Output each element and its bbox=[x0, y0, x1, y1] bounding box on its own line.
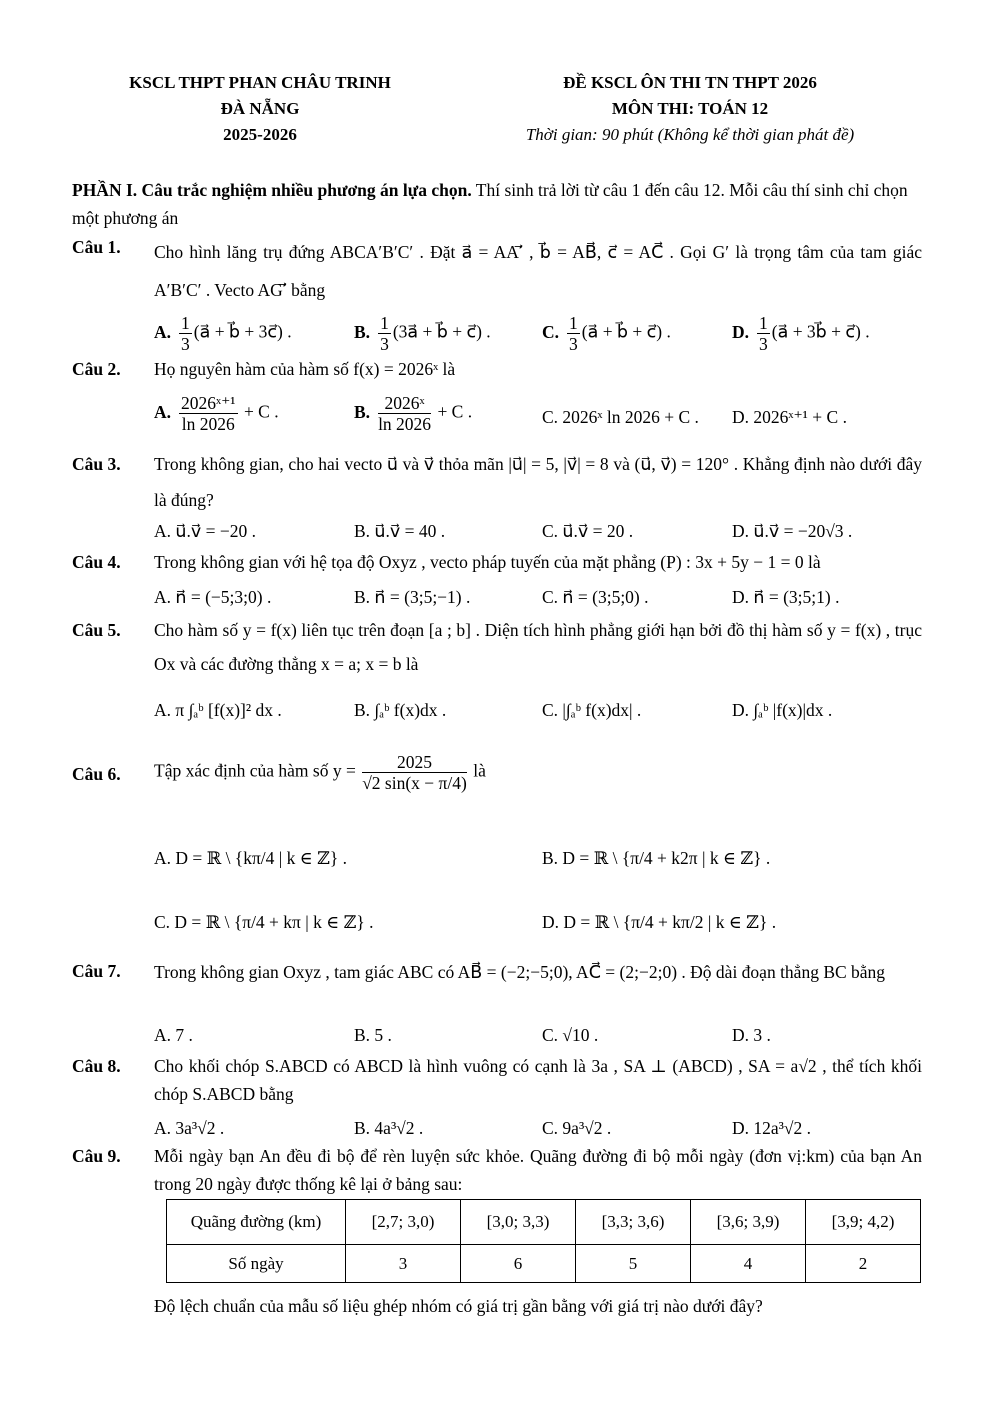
question-8 bbox=[72, 1052, 922, 1142]
part1-title: PHẦN I. Câu trắc nghiệm nhiều phương án lựa chọn. bbox=[72, 180, 472, 200]
fraction: $\frac{1}{3}$ bbox=[181, 313, 190, 354]
table-cell: 4 bbox=[691, 1245, 806, 1283]
question-text: Cho hình lăng trụ đứng ABCA′B′C′ . Đặt a⃗ = AA′⃗ , b⃗ = AB⃗, c⃗ = AC⃗ . Gọi G′ là trọng tâm của tam giác A′B′C′ . Vecto AG′⃗ bằng bbox=[154, 242, 922, 300]
question-label: Câu 2. bbox=[72, 359, 121, 379]
option-c[interactable]: C. 2026ˣ ln 2026 + C . bbox=[542, 407, 699, 427]
question-text: Mỗi ngày bạn An đều đi bộ để rèn luyện sức khỏe. Quãng đường đi bộ mỗi ngày (đơn vị:km) của bạn An trong 20 ngày được thống kê lại ở bảng sau: bbox=[154, 1146, 922, 1194]
option-a[interactable]: A. n⃗ = (−5;3;0) . bbox=[154, 587, 272, 607]
option-b[interactable]: B. n⃗ = (3;5;−1) . bbox=[354, 587, 471, 607]
question-text: Cho khối chóp S.ABCD có ABCD là hình vuông có cạnh là 3a , SA ⊥ (ABCD) , SA = a√2 , thể tích khối chóp S.ABCD bằng bbox=[154, 1056, 922, 1104]
exam-time: Thời gian: 90 phút (Không kể thời gian phát đề) bbox=[525, 125, 855, 144]
table-cell: [3,6; 3,9) bbox=[691, 1200, 806, 1245]
table-cell: [3,3; 3,6) bbox=[576, 1200, 691, 1245]
table-cell: 5 bbox=[576, 1245, 691, 1283]
table-cell: [3,9; 4,2) bbox=[806, 1200, 921, 1245]
option-d[interactable]: D. 3 . bbox=[732, 1025, 771, 1045]
option-d[interactable]: D. $\frac{1}{3}$ (a⃗ + 3b⃗ + c⃗) . bbox=[732, 313, 870, 354]
option-c[interactable]: C. n⃗ = (3;5;0) . bbox=[542, 587, 649, 607]
fraction: $\frac{\text{2026ˣ⁺¹}}{\ln 2026}$ bbox=[181, 393, 236, 434]
option-b[interactable]: B. 4a³√2 . bbox=[354, 1118, 424, 1138]
table-cell: [3,0; 3,3) bbox=[461, 1200, 576, 1245]
school-header bbox=[90, 70, 430, 148]
table-row bbox=[167, 1245, 921, 1283]
part1-instruction bbox=[72, 176, 922, 232]
option-c[interactable]: C. √10 . bbox=[542, 1025, 599, 1045]
question-text: Trong không gian, cho hai vecto u⃗ và v⃗ thỏa mãn |u⃗| = 5, |v⃗| = 8 và (u⃗, v⃗) = 120° . Khẳng định nào dưới đây là đúng? bbox=[154, 454, 922, 510]
exam-subject: MÔN THI: TOÁN 12 bbox=[611, 99, 769, 118]
table-cell: 3 bbox=[346, 1245, 461, 1283]
question-3 bbox=[72, 450, 922, 545]
question-9 bbox=[72, 1142, 922, 1198]
part1-text: Thí sinh trả lời từ câu 1 đến câu 12. Mỗi câu thí sinh chỉ chọn một phương án bbox=[72, 180, 908, 228]
table-cell: [2,7; 3,0) bbox=[346, 1200, 461, 1245]
school-year: 2025-2026 bbox=[223, 125, 297, 144]
question-label: Câu 1. bbox=[72, 237, 121, 257]
option-b[interactable]: B. ∫ₐᵇ f(x)dx . bbox=[354, 700, 447, 720]
table-row bbox=[167, 1200, 921, 1245]
fraction: $\frac{1}{3}$ bbox=[569, 313, 578, 354]
question-text: Cho hàm số y = f(x) liên tục trên đoạn [a ; b] . Diện tích hình phẳng giới hạn bởi đồ thị hàm số y = f(x) , trục Ox và các đường thẳng x = a; x = b là bbox=[154, 620, 922, 674]
school-city: ĐÀ NẴNG bbox=[220, 99, 300, 118]
distance-table bbox=[166, 1199, 921, 1283]
question-4 bbox=[72, 548, 922, 608]
fraction: $\frac{1}{3}$ bbox=[380, 313, 389, 354]
option-d[interactable]: D. u⃗.v⃗ = −20√3 . bbox=[732, 521, 853, 541]
option-c[interactable]: C. D = ℝ \ {π/4 + kπ | k ∈ ℤ} . bbox=[154, 912, 374, 932]
option-d[interactable]: D. 12a³√2 . bbox=[732, 1118, 812, 1138]
question-9-prompt: Độ lệch chuẩn của mẫu số liệu ghép nhóm có giá trị gần bằng với giá trị nào dưới đây? bbox=[154, 1296, 763, 1316]
option-b[interactable]: B. 5 . bbox=[354, 1025, 392, 1045]
option-c[interactable]: C. $\frac{1}{3}$ (a⃗ + b⃗ + c⃗) . bbox=[542, 313, 671, 354]
question-label: Câu 7. bbox=[72, 961, 121, 981]
question-text: Họ nguyên hàm của hàm số f(x) = 2026ˣ là bbox=[154, 359, 456, 379]
option-a[interactable]: A. 3a³√2 . bbox=[154, 1118, 225, 1138]
fraction: $\frac{2025}{√2 \sin(x - \pi/4)}$ bbox=[362, 752, 467, 793]
fraction: $\frac{1}{3}$ bbox=[759, 313, 768, 354]
table-cell: 2 bbox=[806, 1245, 921, 1283]
question-label: Câu 4. bbox=[72, 552, 121, 572]
option-b[interactable]: B. $\frac{\text{2026ˣ}}{\ln 2026}$ + C . bbox=[354, 393, 473, 434]
table-header-cell: Quãng đường (km) bbox=[167, 1200, 346, 1245]
option-d[interactable]: D. n⃗ = (3;5;1) . bbox=[732, 587, 840, 607]
option-d[interactable]: D. 2026ˣ⁺¹ + C . bbox=[732, 407, 847, 427]
exam-header bbox=[470, 70, 910, 148]
option-a[interactable]: A. $\frac{1}{3}$ (a⃗ + b⃗ + 3c⃗) . bbox=[154, 313, 292, 354]
question-1 bbox=[72, 233, 922, 353]
option-b[interactable]: B. D = ℝ \ {π/4 + k2π | k ∈ ℤ} . bbox=[542, 848, 771, 868]
question-label: Câu 8. bbox=[72, 1056, 121, 1076]
question-text: Tập xác định của hàm số y = $\frac{2025}{√2 \sin(x - \pi/4)}$ là bbox=[154, 752, 486, 793]
option-a[interactable]: A. 7 . bbox=[154, 1025, 193, 1045]
question-6 bbox=[72, 752, 922, 952]
question-2 bbox=[72, 355, 922, 445]
option-b[interactable]: B. $\frac{1}{3}$ (3a⃗ + b⃗ + c⃗) . bbox=[354, 313, 491, 354]
option-a[interactable]: A. D = ℝ \ {kπ/4 | k ∈ ℤ} . bbox=[154, 848, 348, 868]
question-5 bbox=[72, 616, 922, 741]
option-a[interactable]: A. π ∫ₐᵇ [f(x)]² dx . bbox=[154, 700, 282, 720]
question-label: Câu 3. bbox=[72, 454, 121, 474]
option-a[interactable]: A. $\frac{\text{2026ˣ⁺¹}}{\ln 2026}$ + C . bbox=[154, 393, 279, 434]
question-label: Câu 6. bbox=[72, 764, 121, 784]
option-c[interactable]: C. u⃗.v⃗ = 20 . bbox=[542, 521, 634, 541]
option-c[interactable]: C. |∫ₐᵇ f(x)dx| . bbox=[542, 700, 642, 720]
question-label: Câu 9. bbox=[72, 1146, 121, 1166]
option-b[interactable]: B. u⃗.v⃗ = 40 . bbox=[354, 521, 446, 541]
school-name: KSCL THPT PHAN CHÂU TRINH bbox=[129, 73, 391, 92]
option-d[interactable]: D. ∫ₐᵇ |f(x)|dx . bbox=[732, 700, 833, 720]
exam-title: ĐỀ KSCL ÔN THI TN THPT 2026 bbox=[563, 73, 817, 92]
table-header-cell: Số ngày bbox=[167, 1245, 346, 1283]
question-label: Câu 5. bbox=[72, 620, 121, 640]
table-cell: 6 bbox=[461, 1245, 576, 1283]
question-text: Trong không gian Oxyz , tam giác ABC có AB⃗ = (−2;−5;0), AC⃗ = (2;−2;0) . Độ dài đoạn thẳng BC bằng bbox=[154, 962, 886, 982]
question-7 bbox=[72, 957, 922, 1047]
fraction: $\frac{\text{2026ˣ}}{\ln 2026}$ bbox=[378, 393, 432, 434]
option-c[interactable]: C. 9a³√2 . bbox=[542, 1118, 612, 1138]
question-text: Trong không gian với hệ tọa độ Oxyz , vecto pháp tuyến của mặt phẳng (P) : 3x + 5y − 1 = 0 là bbox=[154, 552, 821, 572]
option-d[interactable]: D. D = ℝ \ {π/4 + kπ/2 | k ∈ ℤ} . bbox=[542, 912, 777, 932]
option-a[interactable]: A. u⃗.v⃗ = −20 . bbox=[154, 521, 256, 541]
